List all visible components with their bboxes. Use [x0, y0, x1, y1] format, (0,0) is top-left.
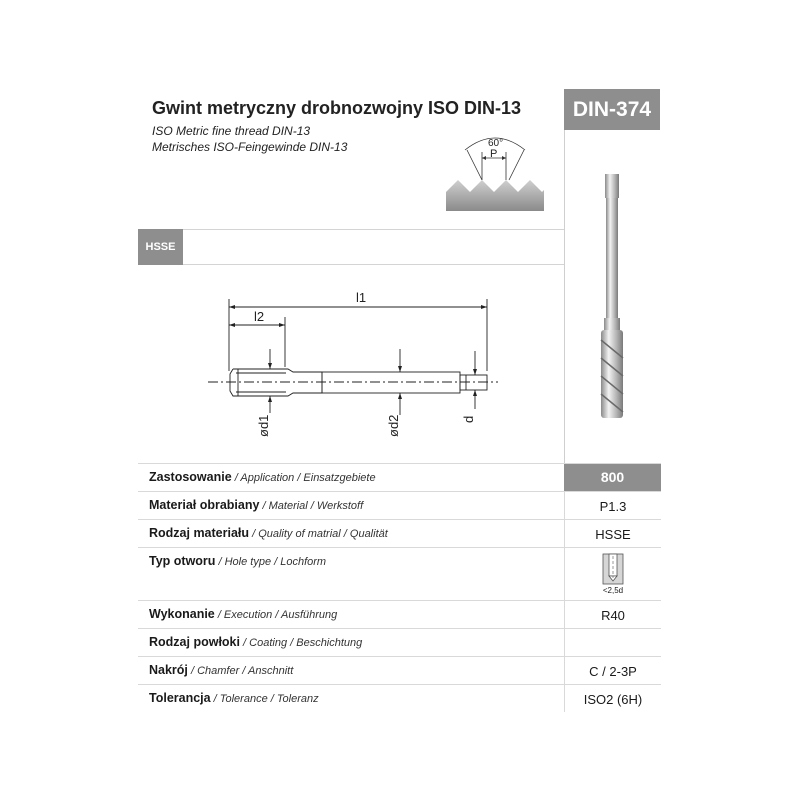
tag-line-top	[183, 229, 564, 230]
table-row	[138, 548, 661, 601]
row-label: Materiał obrabiany	[149, 498, 260, 512]
row-translation: / Coating / Beschichtung	[239, 637, 363, 649]
table-row	[138, 629, 661, 657]
table-row	[138, 492, 661, 520]
row-translation: / Application / Einsatzgebiete	[231, 472, 376, 484]
standard-badge: DIN-374	[564, 89, 660, 130]
dim-d2: ød2	[386, 414, 401, 437]
angle-label: 60°	[488, 138, 504, 149]
tag-line-bottom	[183, 264, 564, 265]
row-value: P1.3	[564, 492, 661, 519]
row-translation: / Execution / Ausführung	[214, 609, 338, 621]
row-label: Tolerancja	[149, 691, 211, 705]
spec-table	[138, 463, 661, 712]
row-label: Rodzaj materiału	[149, 526, 250, 540]
tap-technical-drawing	[200, 285, 520, 445]
subtitle-en: ISO Metric fine thread DIN-13	[152, 124, 311, 138]
row-label: Typ otworu	[149, 554, 216, 568]
dim-l2: l2	[254, 309, 265, 324]
row-label: Nakrój	[149, 663, 188, 677]
hole-depth-label: <2,5d	[602, 586, 624, 595]
row-value	[564, 548, 661, 600]
row-translation: / Quality of matrial / Qualität	[249, 528, 388, 540]
row-value	[564, 629, 661, 656]
dim-d: d	[461, 415, 476, 423]
row-label: Rodzaj powłoki	[149, 635, 240, 649]
row-value: R40	[564, 601, 661, 628]
row-translation: / Hole type / Lochform	[215, 556, 327, 568]
thread-profile-diagram	[440, 128, 550, 214]
tap-product-image	[596, 168, 636, 428]
row-translation: / Chamfer / Anschnitt	[187, 665, 294, 677]
row-value: ISO2 (6H)	[564, 685, 661, 712]
table-row	[138, 657, 661, 685]
row-label: Zastosowanie	[149, 470, 232, 484]
divider	[564, 130, 565, 463]
dim-d1: ød1	[256, 414, 271, 437]
pitch-label: P	[490, 148, 498, 160]
row-translation: / Tolerance / Toleranz	[210, 693, 319, 705]
row-translation: / Material / Werkstoff	[259, 500, 364, 512]
blind-hole-icon	[601, 552, 625, 586]
page-title: Gwint metryczny drobnozwojny ISO DIN-13	[152, 98, 522, 118]
row-value: C / 2-3P	[564, 657, 661, 684]
table-row	[138, 463, 661, 492]
row-value: HSSE	[564, 520, 661, 547]
row-value: 800	[564, 464, 661, 491]
dim-l1: l1	[356, 290, 367, 305]
material-tag: HSSE	[138, 229, 183, 265]
table-row	[138, 685, 661, 712]
table-row	[138, 601, 661, 629]
subtitle-de: Metrisches ISO-Feingewinde DIN-13	[152, 140, 348, 154]
table-row	[138, 520, 661, 548]
row-label: Wykonanie	[149, 607, 215, 621]
thread-teeth	[446, 180, 544, 211]
